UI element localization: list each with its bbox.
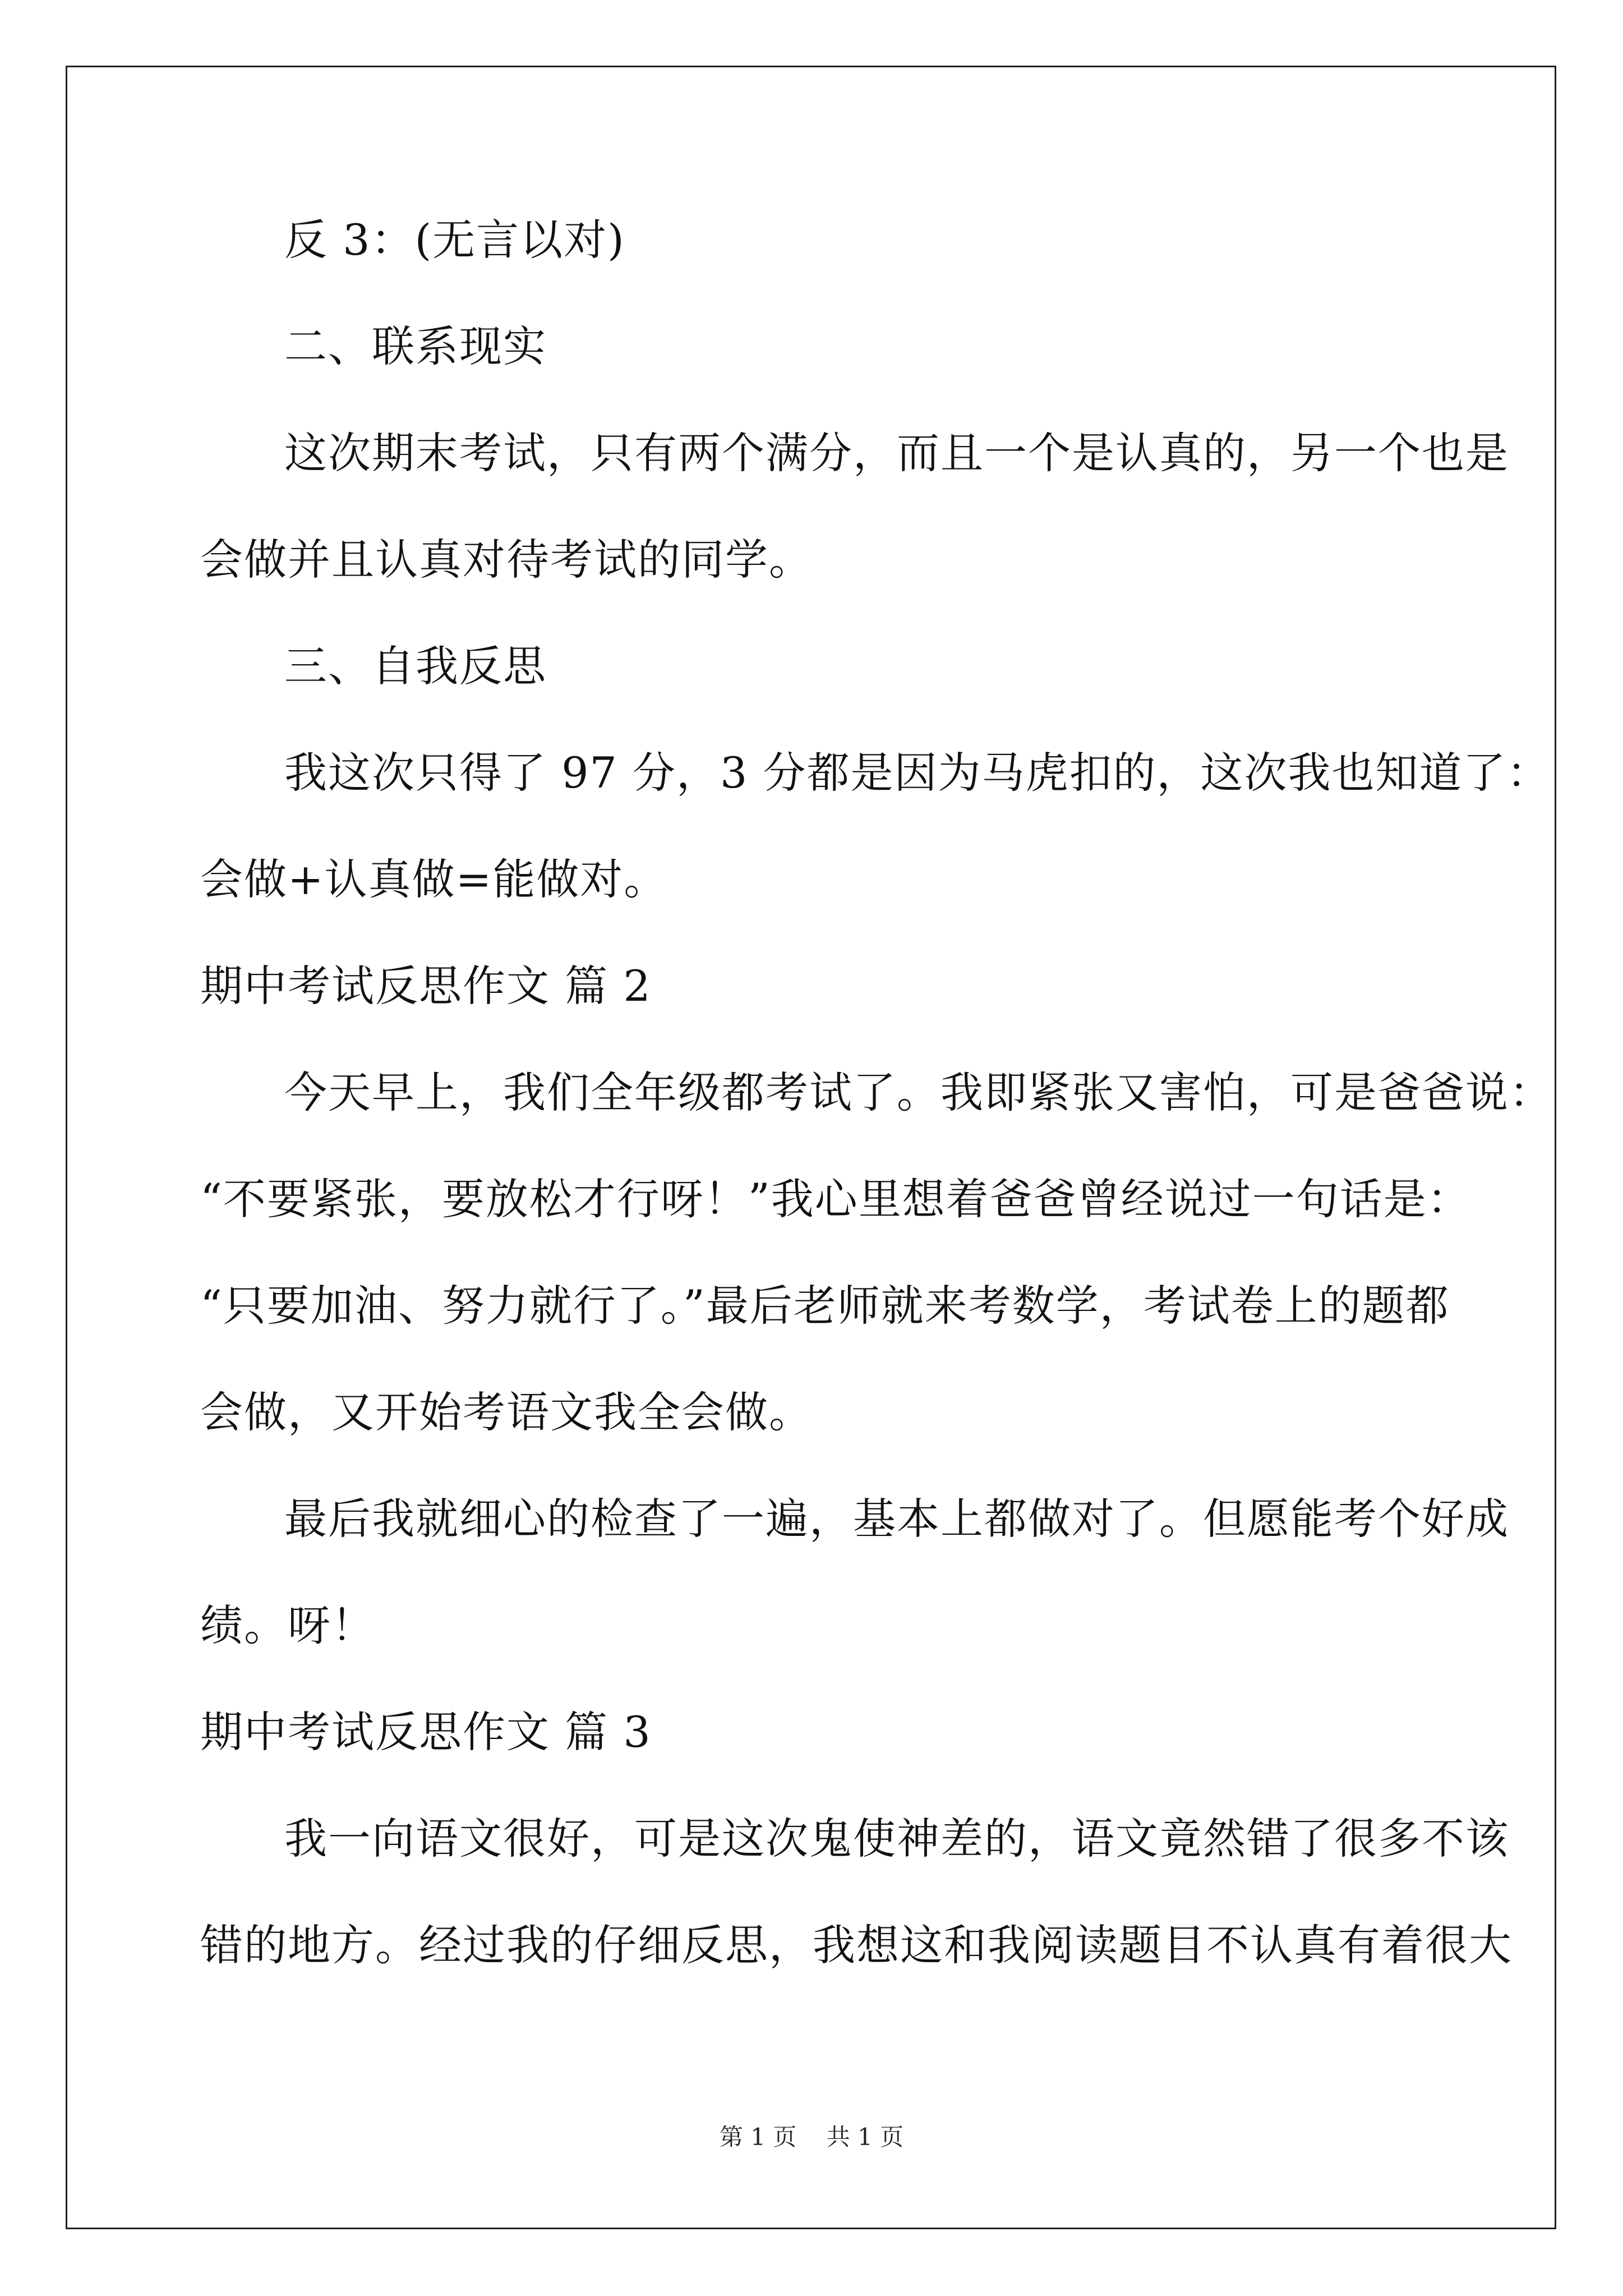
paragraph-line: 这次期末考试，只有两个满分，而且一个是认真的，另一个也是 xyxy=(284,428,1509,478)
paragraph-line: 绩。呀！ xyxy=(200,1600,375,1650)
paragraph-line: 反 3：(无言以对) xyxy=(284,215,625,265)
paragraph-line: 会做，又开始考语文我全会做。 xyxy=(200,1387,813,1437)
paragraph-line: 今天早上，我们全年级都考试了。我即紧张又害怕，可是爸爸说： xyxy=(284,1068,1553,1117)
page-border xyxy=(66,66,1556,2229)
page-number-footer: 第 1 页 共 1 页 xyxy=(719,2123,904,2151)
paragraph-line: “只要加油、努力就行了。”最后老师就来考数学，考试卷上的题都 xyxy=(200,1281,1450,1331)
paragraph-line: 最后我就细心的检查了一遍，基本上都做对了。但愿能考个好成 xyxy=(284,1494,1509,1544)
paragraph-line: 错的地方。经过我的仔细反思，我想这和我阅读题目不认真有着很大 xyxy=(200,1920,1513,1970)
section-heading: 二、联系现实 xyxy=(284,321,547,371)
paragraph-line: 会做+认真做=能做对。 xyxy=(200,854,668,904)
article-title: 期中考试反思作文 篇 3 xyxy=(200,1707,652,1757)
paragraph-line: “不要紧张，要放松才行呀！”我心里想着爸爸曾经说过一句话是： xyxy=(200,1174,1471,1224)
article-title: 期中考试反思作文 篇 2 xyxy=(200,961,652,1011)
paragraph-line: 会做并且认真对待考试的同学。 xyxy=(200,535,813,585)
paragraph-line: 我一向语文很好，可是这次鬼使神差的，语文竟然错了很多不该 xyxy=(284,1814,1509,1864)
paragraph-line: 我这次只得了 97 分，3 分都是因为马虎扣的，这次我也知道了： xyxy=(284,748,1551,798)
section-heading: 三、自我反思 xyxy=(284,641,547,691)
